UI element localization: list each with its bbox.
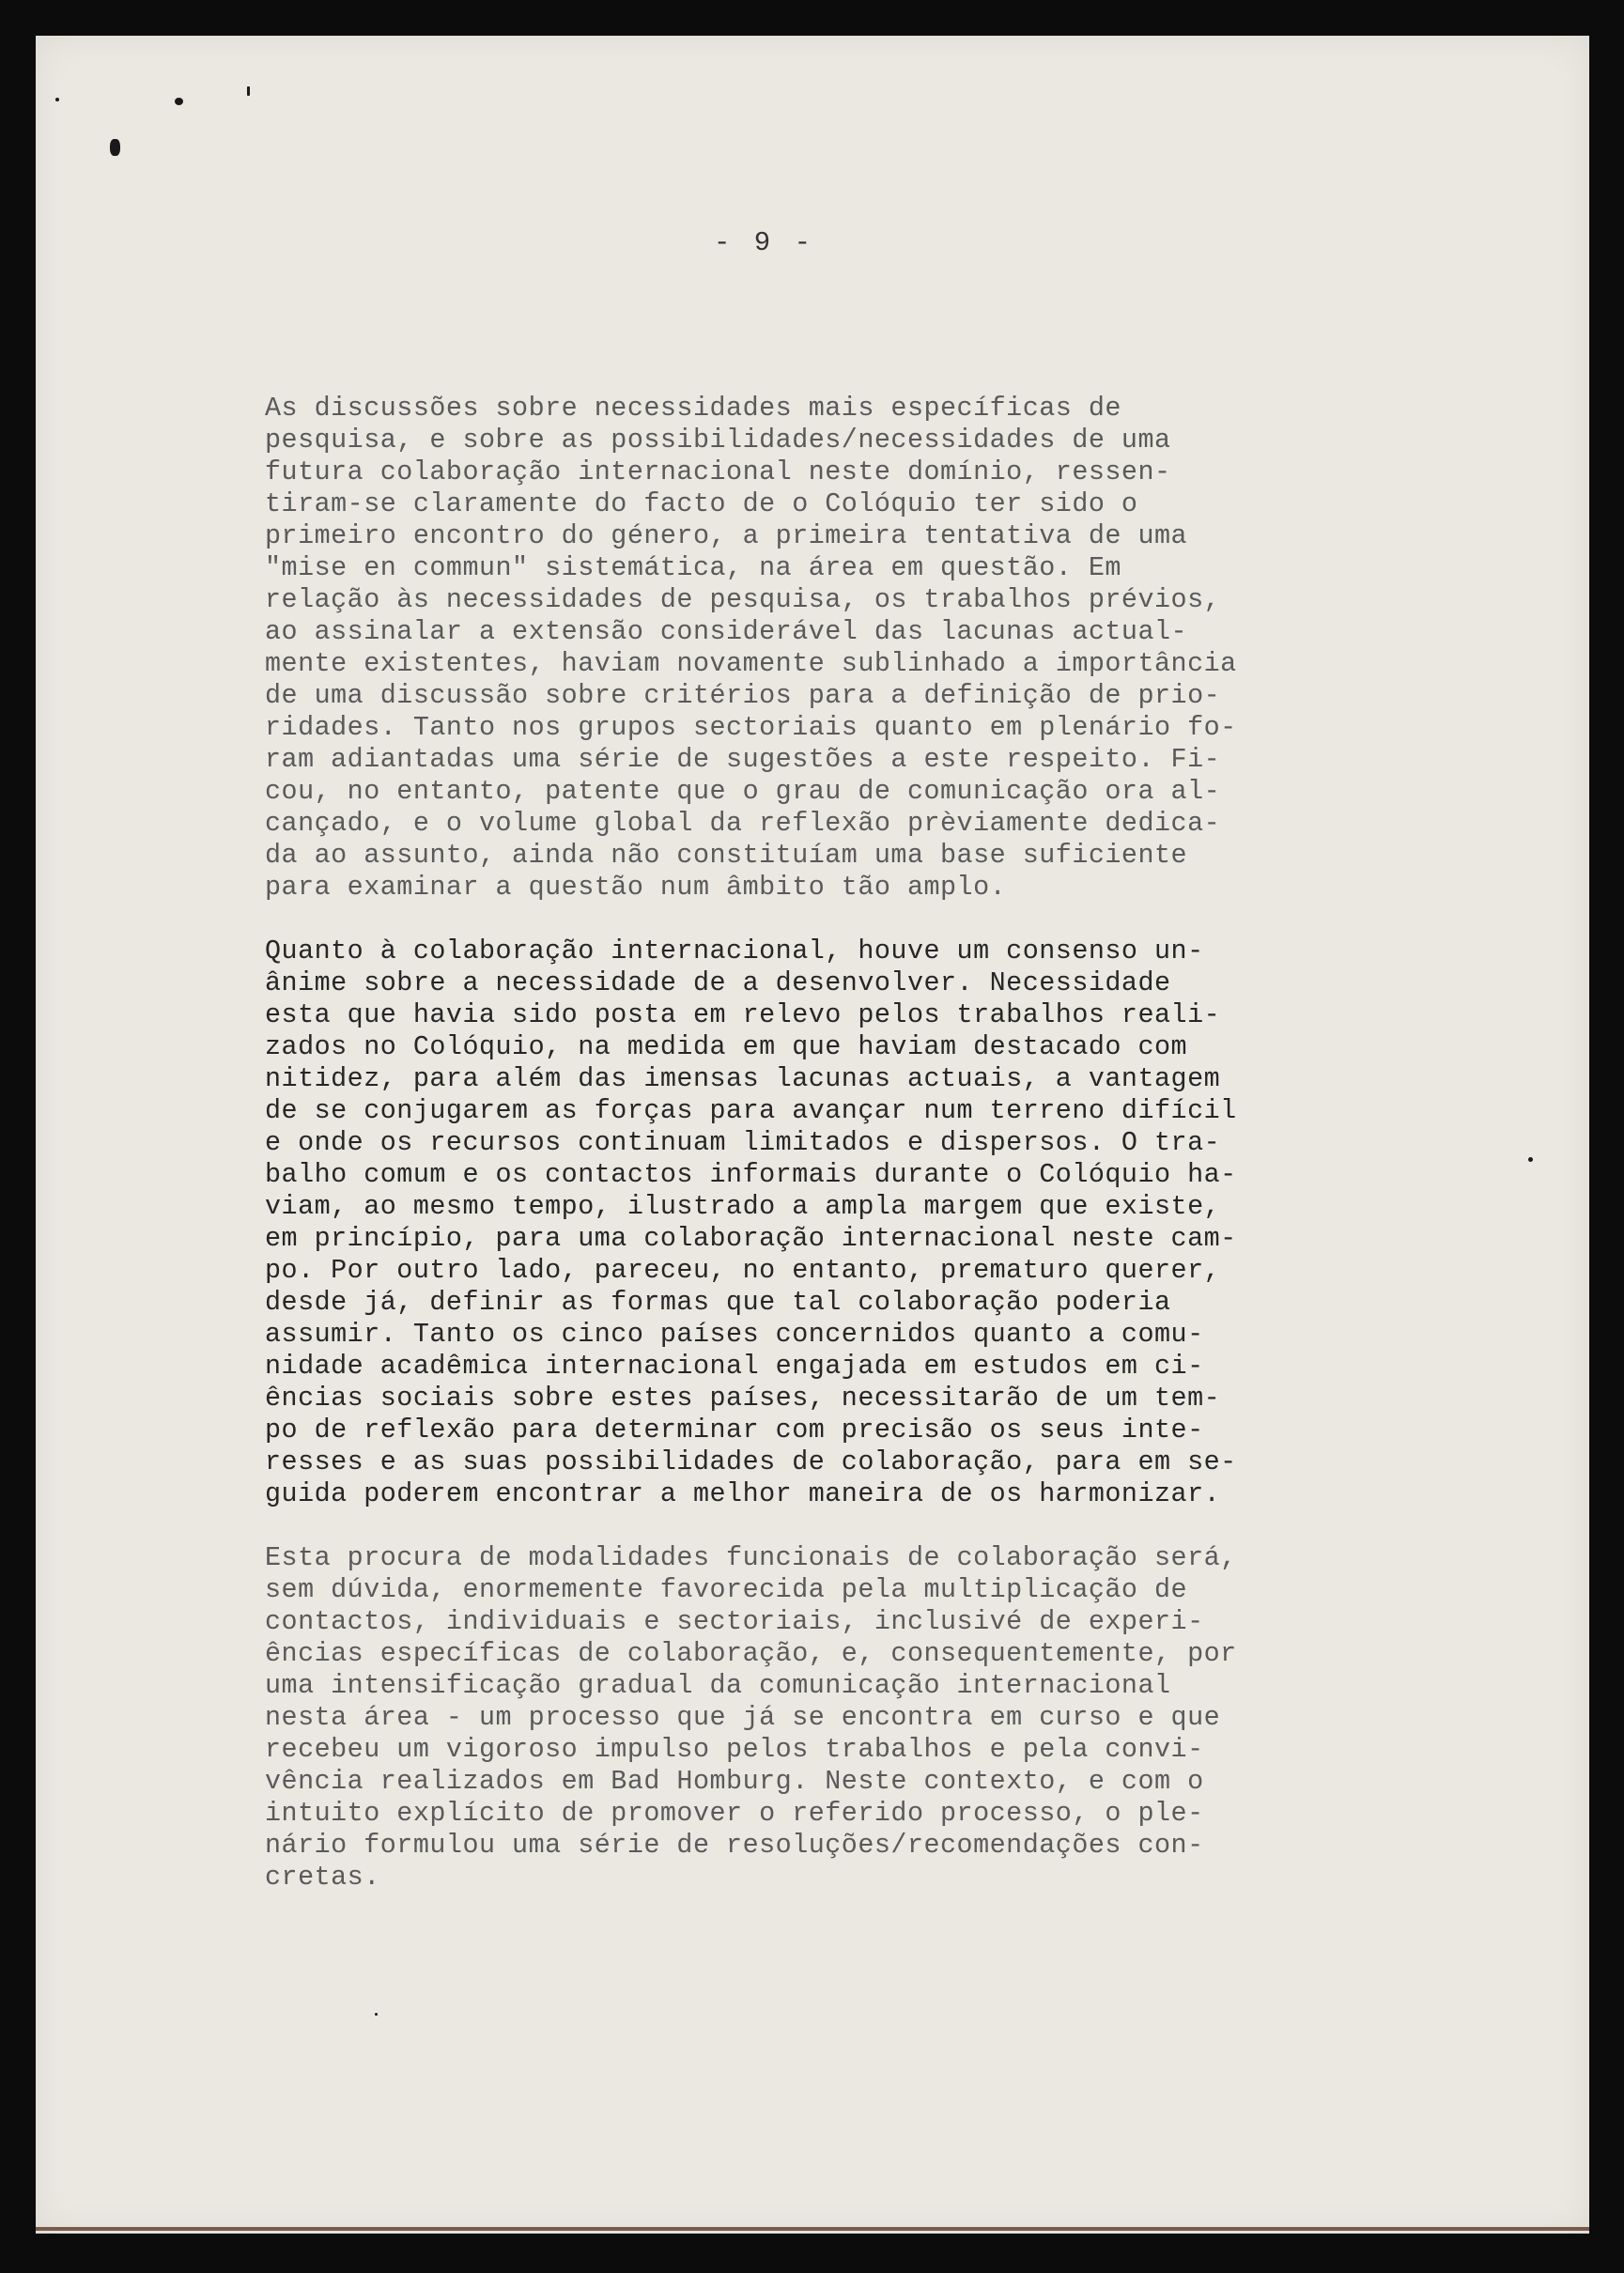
scan-speck xyxy=(110,139,120,156)
text-line: contactos, individuais e sectoriais, inclusivé de experi- xyxy=(265,1606,1204,1637)
text-line: guida poderem encontrar a melhor maneira de os harmonizar. xyxy=(265,1478,1221,1509)
text-line: resses e as suas possibilidades de colaboração, para em se- xyxy=(265,1446,1237,1477)
text-line: mente existentes, haviam novamente sublinhado a importância xyxy=(265,648,1237,679)
text-line: de uma discussão sobre critérios para a definição de prio- xyxy=(265,680,1221,711)
text-line: sem dúvida, enormemente favorecida pela multiplicação de xyxy=(265,1574,1188,1605)
page-bottom-edge xyxy=(36,2227,1589,2231)
text-line: pesquisa, e sobre as possibilidades/necessidades de uma xyxy=(265,425,1171,456)
document-body xyxy=(265,393,1430,1925)
text-line: intuito explícito de promover o referido processo, o ple- xyxy=(265,1798,1204,1829)
text-line: zados no Colóquio, na medida em que haviam destacado com xyxy=(265,1031,1188,1062)
text-line: ânime sobre a necessidade de a desenvolver. Necessidade xyxy=(265,967,1171,998)
text-line: uma intensificação gradual da comunicação internacional xyxy=(265,1670,1171,1701)
text-line: viam, ao mesmo tempo, ilustrado a ampla margem que existe, xyxy=(265,1191,1221,1222)
text-line: ridades. Tanto nos grupos sectoriais quanto em plenário fo- xyxy=(265,712,1237,743)
text-line: po de reflexão para determinar com precisão os seus inte- xyxy=(265,1415,1204,1446)
text-line: de se conjugarem as forças para avançar num terreno difícil xyxy=(265,1095,1237,1126)
text-line: relação às necessidades de pesquisa, os trabalhos prévios, xyxy=(265,584,1221,615)
paragraph-modalidades xyxy=(265,1542,1430,1894)
text-line: ao assinalar a extensão considerável das lacunas actual- xyxy=(265,616,1188,647)
text-line: balho comum e os contactos informais durante o Colóquio ha- xyxy=(265,1159,1237,1190)
text-line: desde já, definir as formas que tal colaboração poderia xyxy=(265,1287,1171,1318)
text-line: assumir. Tanto os cinco países concernidos quanto a comu- xyxy=(265,1319,1204,1350)
text-line: para examinar a questão num âmbito tão amplo. xyxy=(265,872,1007,903)
scan-speck xyxy=(175,98,183,105)
text-line: ências sociais sobre estes países, necessitarão de um tem- xyxy=(265,1383,1221,1414)
text-line: ências específicas de colaboração, e, consequentemente, por xyxy=(265,1638,1237,1669)
text-line: nesta área - um processo que já se encontra em curso e que xyxy=(265,1702,1221,1733)
text-line: vência realizados em Bad Homburg. Neste contexto, e com o xyxy=(265,1766,1204,1797)
text-line: "mise en commun" sistemática, na área em questão. Em xyxy=(265,552,1121,583)
text-line: tiram-se claramente do facto de o Colóquio ter sido o xyxy=(265,488,1138,519)
text-line: da ao assunto, ainda não constituíam uma base suficiente xyxy=(265,840,1188,871)
text-line: esta que havia sido posta em relevo pelos trabalhos reali- xyxy=(265,999,1221,1030)
text-line: nidade acadêmica internacional engajada em estudos em ci- xyxy=(265,1351,1204,1382)
text-line: e onde os recursos continuam limitados e dispersos. O tra- xyxy=(265,1127,1221,1158)
text-line: nitidez, para além das imensas lacunas actuais, a vantagem xyxy=(265,1063,1221,1094)
text-line: Esta procura de modalidades funcionais de colaboração será, xyxy=(265,1542,1237,1573)
text-line: futura colaboração internacional neste domínio, ressen- xyxy=(265,456,1171,487)
page-number: - 9 - xyxy=(714,227,815,258)
scan-speck xyxy=(247,86,250,96)
text-line: As discussões sobre necessidades mais específicas de xyxy=(265,393,1121,424)
scan-speck xyxy=(1528,1157,1533,1162)
paragraph-colaboracao xyxy=(265,935,1430,1510)
text-line: po. Por outro lado, pareceu, no entanto, prematuro querer, xyxy=(265,1255,1221,1286)
text-line: cançado, e o volume global da reflexão prèviamente dedica- xyxy=(265,808,1221,839)
text-line: primeiro encontro do género, a primeira tentativa de uma xyxy=(265,520,1188,551)
text-line: em princípio, para uma colaboração internacional neste cam- xyxy=(265,1223,1237,1254)
text-line: ram adiantadas uma série de sugestões a este respeito. Fi- xyxy=(265,744,1221,775)
text-line: Quanto à colaboração internacional, houve um consenso un- xyxy=(265,935,1204,966)
scan-speck xyxy=(375,2013,378,2016)
text-line: recebeu um vigoroso impulso pelos trabalhos e pela convi- xyxy=(265,1734,1204,1765)
paragraph-discussoes xyxy=(265,393,1430,904)
scan-speck xyxy=(55,98,59,101)
text-line: nário formulou uma série de resoluções/recomendações con- xyxy=(265,1830,1204,1861)
text-line: cretas. xyxy=(265,1862,380,1893)
text-line: cou, no entanto, patente que o grau de comunicação ora al- xyxy=(265,776,1221,807)
